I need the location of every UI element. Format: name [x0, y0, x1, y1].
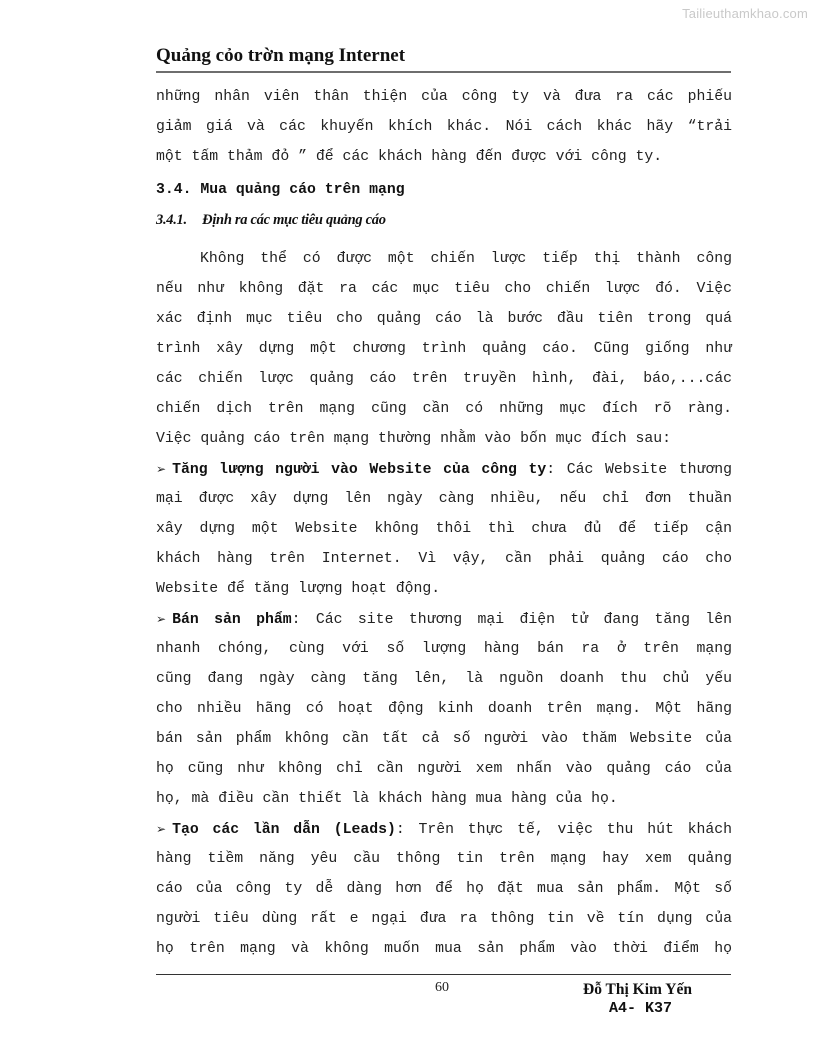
bullet-text: : Trên thực tế, việc thu hút khách [395, 822, 732, 838]
bullet-first-line [156, 604, 732, 634]
bullet-first-line [156, 454, 732, 484]
text-line: hàng tiềm năng yêu cầu thông tin trên mạng hay xem quảng [156, 851, 732, 867]
text-line: họ cũng như không chỉ cần người xem nhấn vào quảng cáo của [156, 761, 732, 777]
text-line: cũng đang ngày càng tăng lên, là nguồn doanh thu chủ yếu [156, 671, 732, 687]
bullet-term: Tăng lượng người vào Website của công ty [172, 462, 547, 478]
text-line: cho nhiều hãng có hoạt động kinh doanh trên mạng. Một hãng [156, 701, 732, 717]
watermark: Tailieuthamkhao.com [682, 6, 808, 21]
header-title: Quảng cỏo trờn mạng Internet [156, 45, 406, 66]
text-line: họ trên mạng và không muốn mua sản phẩm vào thời điểm họ [156, 941, 732, 957]
text-line: họ, mà điều cần thiết là khách hàng mua hàng của họ. [156, 791, 618, 807]
subsection-number: 3.4.1. [156, 212, 187, 228]
text-line: nếu như không đặt ra các mục tiêu cho chiến lược đó. Việc [156, 281, 732, 297]
text-line: các chiến lược quảng cáo trên truyền hình, đài, báo,...các [156, 371, 732, 387]
document-body [156, 82, 732, 964]
main-paragraph [156, 244, 732, 454]
bullet-term: Tạo các lần dẫn (Leads) [172, 822, 396, 838]
text-line: bán sản phẩm không cần tất cả số người vào thăm Website của [156, 731, 732, 747]
bullet-item [156, 814, 732, 964]
page-number: 60 [435, 980, 449, 995]
text-line: giảm giá và các khuyến khích khác. Nói cách khác hãy “trải [156, 119, 732, 135]
footer-divider [156, 974, 731, 975]
arrow-bullet-icon: ➢ [156, 822, 167, 836]
text-line: một tấm thảm đỏ ” để các khách hàng đến được với công ty. [156, 149, 663, 165]
author-name: Đỗ Thị Kim Yến [583, 981, 692, 998]
arrow-bullet-icon: ➢ [156, 462, 167, 476]
bullet-text: : Các site thương mại điện tử đang tăng lên [291, 612, 733, 628]
text-line: xây dựng một Website không thôi thì chưa đủ để tiếp cận [156, 521, 732, 537]
text-line: Không thể có được một chiến lược tiếp thị thành công [200, 251, 732, 267]
text-line: nhanh chóng, cùng với số lượng hàng bán ra ở trên mạng [156, 641, 732, 657]
text-line: những nhân viên thân thiện của công ty và đưa ra các phiếu [156, 89, 732, 105]
bullet-text: : Các Website thương [546, 462, 733, 478]
text-line: cáo của công ty dễ dàng hơn để họ đặt mua sản phẩm. Một số [156, 881, 732, 897]
bullet-first-line [156, 814, 732, 844]
subsection-heading [156, 210, 732, 244]
text-line: xác định mục tiêu cho quảng cáo là bước đầu tiên trong quá [156, 311, 732, 327]
class-code: A4- K37 [609, 1000, 673, 1017]
text-line: khách hàng trên Internet. Vì vậy, cần phải quảng cáo cho [156, 551, 732, 567]
subsection-title: Định ra các mục tiêu quảng cáo [202, 212, 386, 228]
text-line: Việc quảng cáo trên mạng thường nhằm vào bốn mục đích sau: [156, 431, 672, 447]
text-line: người tiêu dùng rất e ngại đưa ra thông tin về tín dụng của [156, 911, 732, 927]
bullet-item [156, 454, 732, 604]
intro-paragraph [156, 82, 732, 172]
section-heading: 3.4. Mua quảng cáo trên mạng [156, 182, 405, 198]
text-line: mại được xây dựng lên ngày càng nhiều, nếu chỉ đơn thuần [156, 491, 732, 507]
page-header [156, 44, 731, 73]
text-line: Website để tăng lượng hoạt động. [156, 581, 441, 597]
bullet-term: Bán sản phẩm [172, 612, 292, 628]
text-line: chiến dịch trên mạng cũng cần có những mục đích rõ ràng. [156, 401, 732, 417]
arrow-bullet-icon: ➢ [156, 612, 167, 626]
bullet-item [156, 604, 732, 814]
text-line: trình xây dựng một chương trình quảng cáo. Cũng giống như [156, 341, 732, 357]
